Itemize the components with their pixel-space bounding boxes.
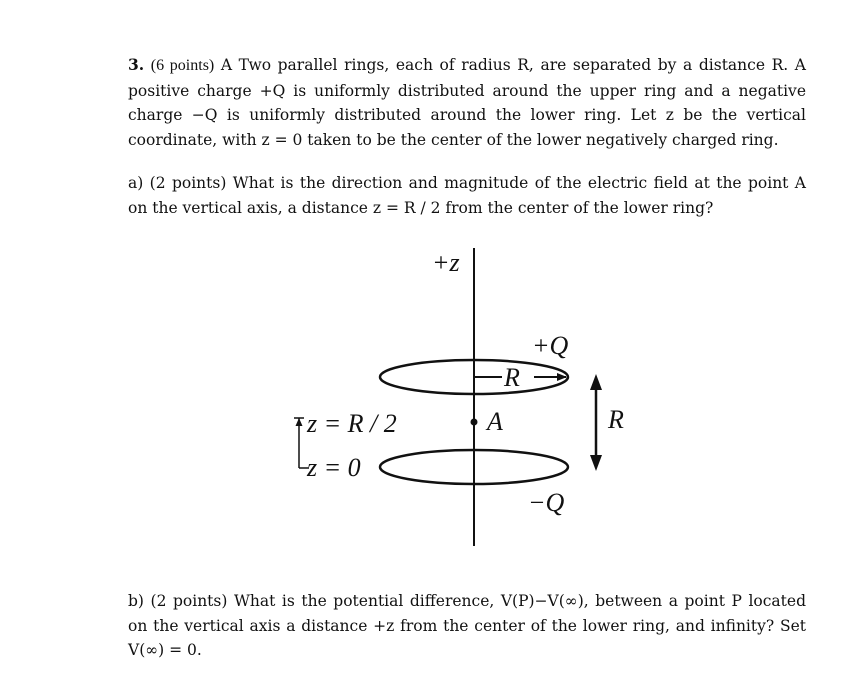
problem-intro [128, 53, 806, 152]
point-a-dot [471, 419, 478, 426]
z-axis-label: +z [432, 248, 460, 277]
problem-intro-text: A Two parallel rings, each of radius R, are separated by a distance R. A positive charge +Q is uniformly distributed around the upper ring and a negative charge −Q is uniformly distributed around the lower ring. Let z be the vertical coordinate, with z = 0 taken to be the center of the lower negatively charged ring. [128, 56, 806, 149]
part-a-question: a) (2 points) What is the direction and magnitude of the electric field at the point A on the vertical axis, a distance z = R / 2 from the center of the lower ring? [128, 174, 806, 217]
separation-arrow-bottom-icon [590, 455, 602, 471]
point-a-label: A [487, 407, 503, 436]
problem-points: (6 points) [150, 57, 215, 74]
z-zero-label: z = 0 [307, 453, 361, 482]
rings-figure [270, 238, 650, 553]
radius-label: R [504, 363, 520, 392]
separation-label: R [608, 405, 624, 434]
upper-charge-label: +Q [532, 331, 569, 360]
part-b-question: b) (2 points) What is the potential difference, V(P)−V(∞), between a point P located on the vertical axis a distance +z from the center of the lower ring, and infinity? Set V(∞) = 0. [128, 592, 806, 659]
separation-arrow-top-icon [590, 374, 602, 390]
lower-charge-label: −Q [528, 488, 565, 517]
problem-number: 3. [128, 55, 145, 74]
z-half-label: z = R / 2 [307, 409, 397, 438]
z-marker-arrow-icon [296, 418, 303, 426]
